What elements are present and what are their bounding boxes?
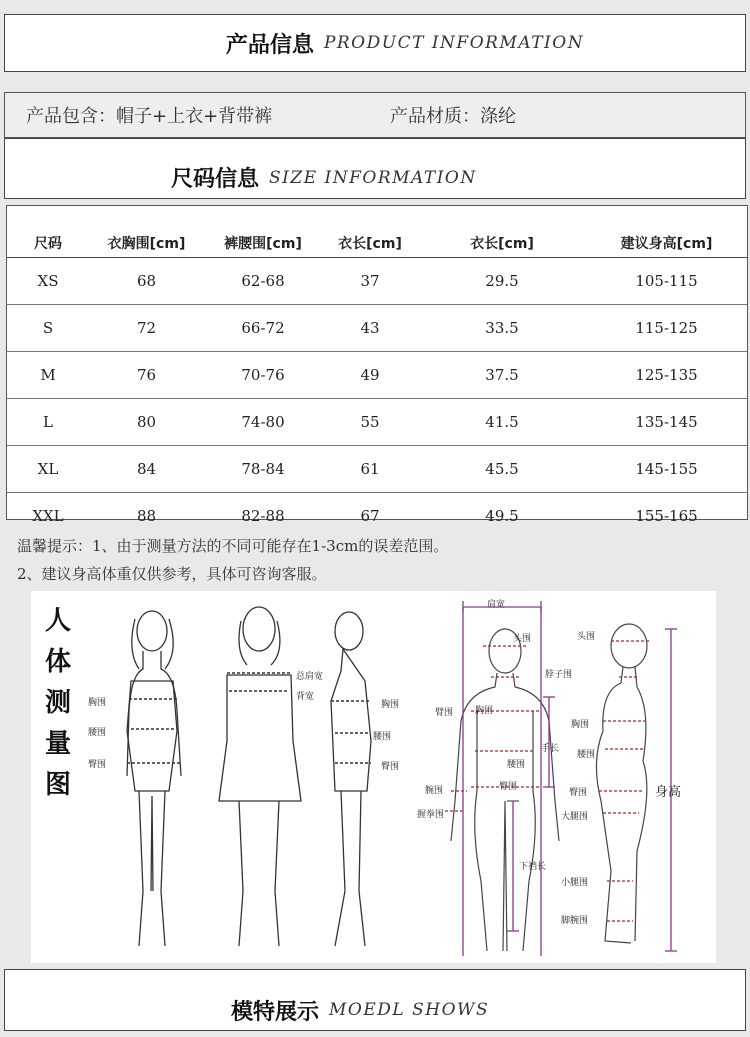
label-height: 身高 [655,785,682,800]
title-char: 测 [45,688,72,718]
header-top-length: 衣长[cm] [322,206,418,258]
header-length: 衣长[cm] [418,206,586,258]
table-row [7,352,747,399]
size-info-subtitle: SIZE INFORMATION [269,167,477,188]
table-row [7,446,747,493]
figure-anatomy-side [596,624,647,943]
product-info-header [4,14,746,72]
table-row [7,305,747,352]
front-measure-lines [127,699,181,763]
label-bust-side: 胸围 [381,700,400,710]
label-hip-anatomy: 臀围 [499,782,518,792]
label-waist-anatomy: 腰围 [507,760,526,770]
product-material: 产品材质：涤纶 [390,106,516,127]
cell-length: 33.5 [418,305,586,352]
cell-size: XXL [32,507,64,525]
cell-size: S [7,305,89,352]
cell-size: M [7,352,89,399]
cell-height: 155-165 [635,507,698,525]
cell-chest: 76 [89,352,204,399]
back-measure-lines [227,673,291,691]
anatomy-front-lines [445,646,541,811]
title-char: 体 [45,647,72,677]
label-wrist: 腕围 [425,786,444,796]
header-size: 尺码 [7,206,89,258]
figure-back [219,607,301,946]
title-char: 人 [45,606,72,636]
cell-size: XL [7,446,89,493]
figure-front [127,611,181,946]
label-inseam: 下裆长 [519,862,547,872]
cell-size: XS [7,258,89,305]
cell-top-length: 67 [360,507,380,525]
label-calf: 小腿围 [561,878,589,888]
cell-length: 45.5 [418,446,586,493]
cell-top-length: 43 [322,305,418,352]
cell-chest: 88 [136,507,157,525]
tip-line-1: 温馨提示：1、由于测量方法的不同可能存在1-3cm的误差范围。 [17,537,449,555]
table-row [7,399,747,446]
model-show-title: 模特展示 [231,999,320,1025]
product-info-subtitle: PRODUCT INFORMATION [323,33,585,53]
header-chest: 衣胸围[cm] [89,206,204,258]
tip-line-2: 2、建议身高体重仅供参考，具体可咨询客服。 [17,565,327,583]
label-fist: 握拳围 [417,810,445,820]
cell-height: 105-115 [586,258,747,305]
product-contents-bar [4,92,746,138]
cell-waist: 74-80 [204,399,322,446]
size-info-header [4,138,746,199]
cell-chest: 68 [89,258,204,305]
cell-top-length: 49 [322,352,418,399]
cell-height: 115-125 [586,305,747,352]
label-waist-side: 腰围 [373,732,392,742]
product-includes: 产品包含：帽子+上衣+背带裤 [26,106,273,127]
model-show-header [4,969,746,1031]
label-bust-profile: 胸围 [571,720,590,730]
size-table-container [6,205,748,525]
model-show-subtitle: MOEDL SHOWS [329,1000,490,1020]
label-ankle: 脚腕围 [561,916,589,926]
cell-length: 41.5 [418,399,586,446]
label-neck: 脖子围 [545,670,573,680]
label-bust: 胸围 [88,698,107,708]
anatomy-side-lines [599,641,649,921]
measurement-diagram [31,591,716,963]
label-thigh: 大腿围 [561,812,589,822]
side-measure-lines [331,701,371,763]
label-hip-profile: 臀围 [569,788,588,798]
cell-waist: 78-84 [204,446,322,493]
figure-side [331,612,371,946]
cell-chest: 84 [89,446,204,493]
label-hand-length: 手长 [541,744,560,754]
label-head-side: 头围 [577,632,596,642]
label-waist: 腰围 [88,728,107,738]
title-char: 量 [45,729,72,759]
product-info-title: 产品信息 [225,32,314,58]
cell-chest: 72 [89,305,204,352]
body-figures [31,591,716,963]
label-back-width: 背宽 [296,692,315,702]
cell-top-length: 37 [322,258,418,305]
cell-length: 29.5 [418,258,586,305]
cell-chest: 80 [89,399,204,446]
tips [17,532,448,588]
cell-length: 49.5 [485,507,519,525]
cell-top-length: 55 [322,399,418,446]
cell-waist: 66-72 [204,305,322,352]
label-hip-side: 臀围 [381,762,400,772]
header-height: 建议身高[cm] [586,206,747,258]
cell-size: L [7,399,89,446]
cell-waist: 82-88 [241,507,285,525]
label-waist-profile: 腰围 [577,750,596,760]
label-head: 头围 [513,634,532,644]
cell-waist: 70-76 [204,352,322,399]
title-char: 图 [45,770,72,800]
size-table [7,206,747,539]
cell-length: 37.5 [418,352,586,399]
label-shoulder-width: 肩宽 [487,600,506,610]
cell-height: 125-135 [586,352,747,399]
size-info-title: 尺码信息 [171,167,260,192]
label-arm: 臂围 [435,708,454,718]
label-bust-anatomy: 胸围 [475,706,494,716]
table-row [7,258,747,305]
cell-waist: 62-68 [204,258,322,305]
size-table-header-row [7,206,747,258]
label-shoulder-total: 总肩宽 [296,672,324,682]
label-hip: 臀围 [88,760,107,770]
cell-height: 135-145 [586,399,747,446]
header-waist: 裤腰围[cm] [204,206,322,258]
cell-height: 145-155 [586,446,747,493]
cell-top-length: 61 [322,446,418,493]
